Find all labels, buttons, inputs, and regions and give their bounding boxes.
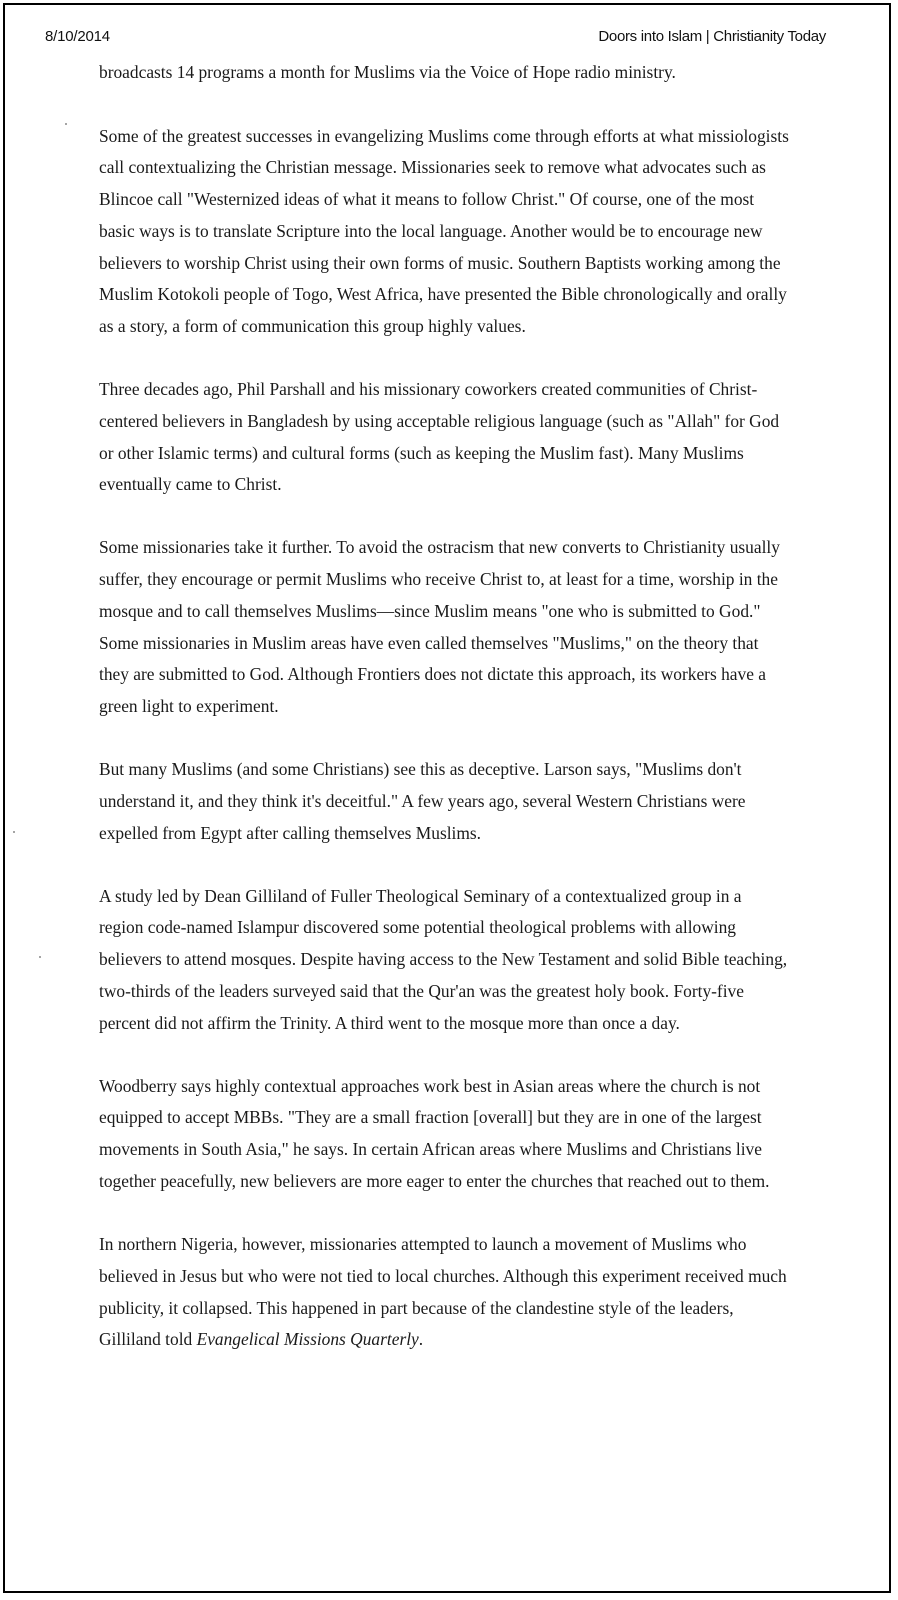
paragraph-8-end: .: [418, 1329, 424, 1350]
print-date: 8/10/2014: [45, 28, 110, 45]
scan-speck: [39, 956, 41, 958]
article-paragraph-7: Woodberry says highly contextual approaches work best in Asian areas where the church is not equipped to accept MBBs. "They are a small fraction [overall] but they are in one of the largest movements in South Asia," he says. In certain African areas where Muslims and Christians live together peacefully, new believers are more eager to enter the churches that reached out to them.: [99, 1075, 770, 1191]
article-paragraph-1: broadcasts 14 programs a month for Muslims via the Voice of Hope radio ministry.: [99, 62, 676, 82]
scan-speck: [65, 123, 67, 125]
print-header: [5, 5, 889, 45]
publication-name: Evangelical Missions Quarterly: [196, 1329, 419, 1350]
scan-speck: [13, 831, 15, 833]
article-paragraph-8: [99, 1229, 789, 1356]
article-paragraph-4: Some missionaries take it further. To avoid the ostracism that new converts to Christianity usually suffer, they encourage or permit Muslims who receive Christ to, at least for a time, worship in the mosque and to call themselves Muslims—since Muslim means "one who is submitted to God." Some missionaries in Muslim areas have even called themselves "Muslims," on the theory that they are submitted to God. Although Frontiers does not dictate this approach, its workers have a green light to experiment.: [99, 537, 780, 716]
article-paragraph-5: But many Muslims (and some Christians) see this as deceptive. Larson says, "Muslims don't understand it, and they think it's deceitful." A few years ago, several Western Christians were expelled from Egypt after calling themselves Muslims.: [99, 759, 746, 843]
article-body: [99, 57, 789, 1387]
article-paragraph-6: A study led by Dean Gilliland of Fuller Theological Seminary of a contextualized group in a region code-named Islampur discovered some potential theological problems with allowing believers to attend mosques. Despite having access to the New Testament and solid Bible teaching, two-thirds of the leaders surveyed said that the Qur'an was the greatest holy book. Forty-five percent did not affirm the Trinity. A third went to the mosque more than once a day.: [99, 885, 788, 1033]
paragraph-8-text: In northern Nigeria, however, missionaries attempted to launch a movement of Muslims who believed in Jesus but who were not tied to local churches. Although this experiment received much publicity, it collapsed. This happened in part because of the clandestine style of the leaders, Gilliland told: [99, 1234, 787, 1350]
article-paragraph-2: Some of the greatest successes in evangelizing Muslims come through efforts at what missiologists call contextualizing the Christian message. Missionaries seek to remove what advocates such as Blincoe call "Westernized ideas of what it means to follow Christ." Of course, one of the most basic ways is to translate Scripture into the local language. Another would be to encourage new believers to worship Christ using their own forms of music. Southern Baptists working among the Muslim Kotokoli people of Togo, West Africa, have presented the Bible chronologically and orally as a story, a form of communication this group highly values.: [99, 125, 789, 336]
page-frame: [3, 3, 891, 1593]
article-paragraph-3: Three decades ago, Phil Parshall and his missionary coworkers created communities of Christ-centered believers in Bangladesh by using acceptable religious language (such as "Allah" for God or other Islamic terms) and cultural forms (such as keeping the Muslim fast). Many Muslims eventually came to Christ.: [99, 379, 780, 495]
print-page-title: Doors into Islam | Christianity Today: [598, 28, 826, 45]
